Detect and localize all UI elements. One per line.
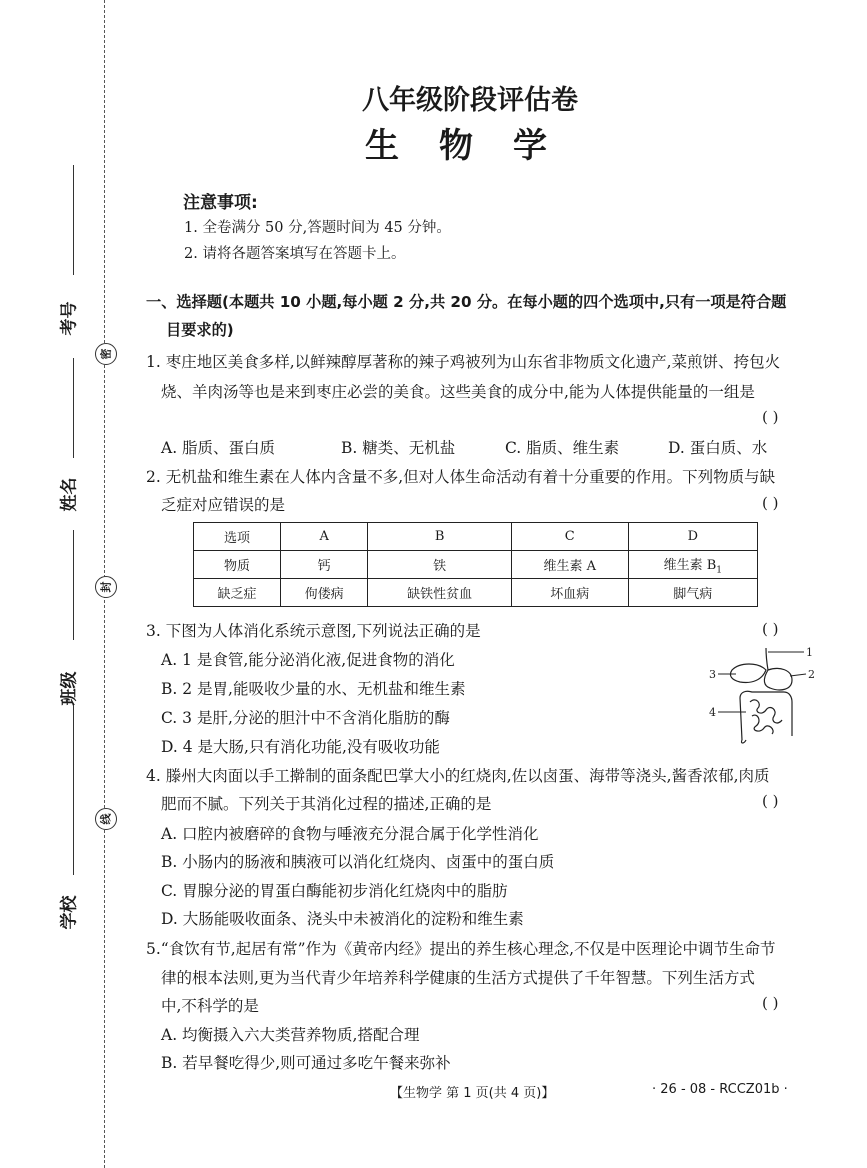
paper-code: · 26 - 08 - RCCZ01b · — [652, 1082, 788, 1097]
q5-stem-cont: 律的根本法则,更为当代青少年培养科学健康的生活方式提供了千年智慧。下列生活方式 — [161, 969, 755, 987]
q1-option-a: A. 脂质、蛋白质 — [161, 439, 276, 457]
table-cell: A — [281, 523, 368, 551]
table-cell: 缺乏症 — [194, 579, 281, 607]
table-cell: 铁 — [368, 551, 512, 579]
exam-number-line — [73, 165, 74, 275]
small-intestine-shape — [750, 700, 782, 734]
exam-number-label: 考号 — [59, 301, 80, 336]
q2-answer-blank: ( ) — [762, 494, 779, 512]
q4-option-d: D. 大肠能吸收面条、浇头中未被消化的淀粉和维生素 — [161, 910, 524, 928]
label-2-leader — [790, 674, 806, 676]
subject-title: 生物学 — [365, 126, 587, 166]
q4-stem-cont: 肥而不腻。下列关于其消化过程的描述,正确的是 — [161, 795, 492, 813]
figure-label-2: 2 — [808, 668, 815, 681]
q5-stem: 5.“食饮有节,起居有常”作为《黄帝内经》提出的养生核心理念,不仅是中医理论中调节生命节 — [146, 940, 776, 958]
table-cell: 坏血病 — [512, 579, 629, 607]
q4-option-b: B. 小肠内的肠液和胰液可以消化红烧肉、卤蛋中的蛋白质 — [161, 853, 555, 871]
seal-xian: 线 — [95, 808, 117, 830]
table-cell: 钙 — [281, 551, 368, 579]
seal-mi: 密 — [95, 343, 117, 365]
name-label: 姓名 — [59, 477, 80, 512]
q1-stem-cont: 烧、羊肉汤等也是来到枣庄必尝的美食。这些美食的成分中,能为人体提供能量的一组是 — [161, 383, 755, 401]
q4-stem: 4. 滕州大肉面以手工擀制的面条配巴掌大小的红烧肉,佐以卤蛋、海带等浇头,酱香浓郁,肉质 — [146, 767, 770, 785]
liver-shape — [730, 664, 766, 683]
q5-stem-cont: 中,不科学的是 — [161, 997, 259, 1015]
q1-option-c: C. 脂质、维生素 — [505, 439, 620, 457]
stomach-shape — [764, 668, 792, 689]
q3-option-a: A. 1 是食管,能分泌消化液,促进食物的消化 — [161, 651, 455, 669]
note-item: 1. 全卷满分 50 分,答题时间为 45 分钟。 — [184, 220, 451, 236]
q5-option-a: A. 均衡摄入六大类营养物质,搭配合理 — [161, 1026, 420, 1044]
appendix-shape — [741, 740, 746, 743]
figure-label-3: 3 — [709, 668, 716, 681]
table-cell: D — [628, 523, 757, 551]
digestive-system-figure — [700, 640, 820, 745]
exam-title: 八年级阶段评估卷 — [362, 85, 578, 116]
table-cell — [628, 551, 757, 579]
q3-stem: 3. 下图为人体消化系统示意图,下列说法正确的是 — [146, 622, 481, 640]
table-cell: 缺铁性贫血 — [368, 579, 512, 607]
vitamin-b-subscript: 1 — [716, 565, 722, 576]
section-heading-cont: 目要求的) — [166, 321, 234, 339]
figure-label-4: 4 — [709, 706, 716, 719]
q4-option-c: C. 胃腺分泌的胃蛋白酶能初步消化红烧肉中的脂肪 — [161, 882, 508, 900]
note-item: 2. 请将各题答案填写在答题卡上。 — [184, 246, 406, 262]
name-line — [73, 358, 74, 458]
seal-feng: 封 — [95, 576, 117, 598]
q1-stem: 1. 枣庄地区美食多样,以鲜辣醇厚著称的辣子鸡被列为山东省非物质文化遗产,菜煎饼、挎包火 — [146, 353, 781, 371]
figure-label-1: 1 — [806, 646, 813, 659]
class-label: 班级 — [59, 671, 80, 706]
table-cell: 选项 — [194, 523, 281, 551]
q3-option-c: C. 3 是肝,分泌的胆汁中不含消化脂肪的酶 — [161, 709, 450, 727]
table-row — [194, 523, 758, 551]
table-cell: 维生素 A — [512, 551, 629, 579]
q3-option-d: D. 4 是大肠,只有消化功能,没有吸收功能 — [161, 738, 440, 756]
school-line — [73, 705, 74, 875]
large-intestine-shape — [740, 691, 792, 740]
esophagus-shape — [766, 648, 768, 670]
q2-stem: 2. 无机盐和维生素在人体内含量不多,但对人体生命活动有着十分重要的作用。下列物质与缺 — [146, 468, 776, 486]
q3-answer-blank: ( ) — [762, 620, 779, 638]
table-cell: 脚气病 — [628, 579, 757, 607]
q4-answer-blank: ( ) — [762, 792, 779, 810]
school-label: 学校 — [59, 895, 80, 930]
q1-answer-blank: ( ) — [762, 408, 779, 426]
q1-option-d: D. 蛋白质、水 — [668, 439, 768, 457]
class-line — [73, 530, 74, 640]
q2-stem-cont: 乏症对应错误的是 — [161, 496, 286, 514]
q1-option-b: B. 糖类、无机盐 — [341, 439, 456, 457]
table-cell: 佝偻病 — [281, 579, 368, 607]
notes-title: 注意事项: — [183, 193, 258, 213]
table-cell: C — [512, 523, 629, 551]
q3-option-b: B. 2 是胃,能吸收少量的水、无机盐和维生素 — [161, 680, 466, 698]
section-heading: 一、选择题(本题共 10 小题,每小题 2 分,共 20 分。在每小题的四个选项中,只有一项是符合题 — [146, 293, 787, 311]
q5-answer-blank: ( ) — [762, 994, 779, 1012]
table-row — [194, 551, 758, 579]
page-footer: 【生物学 第 1 页(共 4 页)】 — [390, 1086, 555, 1101]
table-cell: 物质 — [194, 551, 281, 579]
q4-option-a: A. 口腔内被磨碎的食物与唾液充分混合属于化学性消化 — [161, 825, 539, 843]
table-cell: B — [368, 523, 512, 551]
q5-option-b: B. 若早餐吃得少,则可通过多吃午餐来弥补 — [161, 1054, 451, 1072]
vitamin-b-label: 维生素 B — [663, 557, 717, 573]
table-row — [194, 579, 758, 607]
q2-table — [193, 522, 758, 607]
